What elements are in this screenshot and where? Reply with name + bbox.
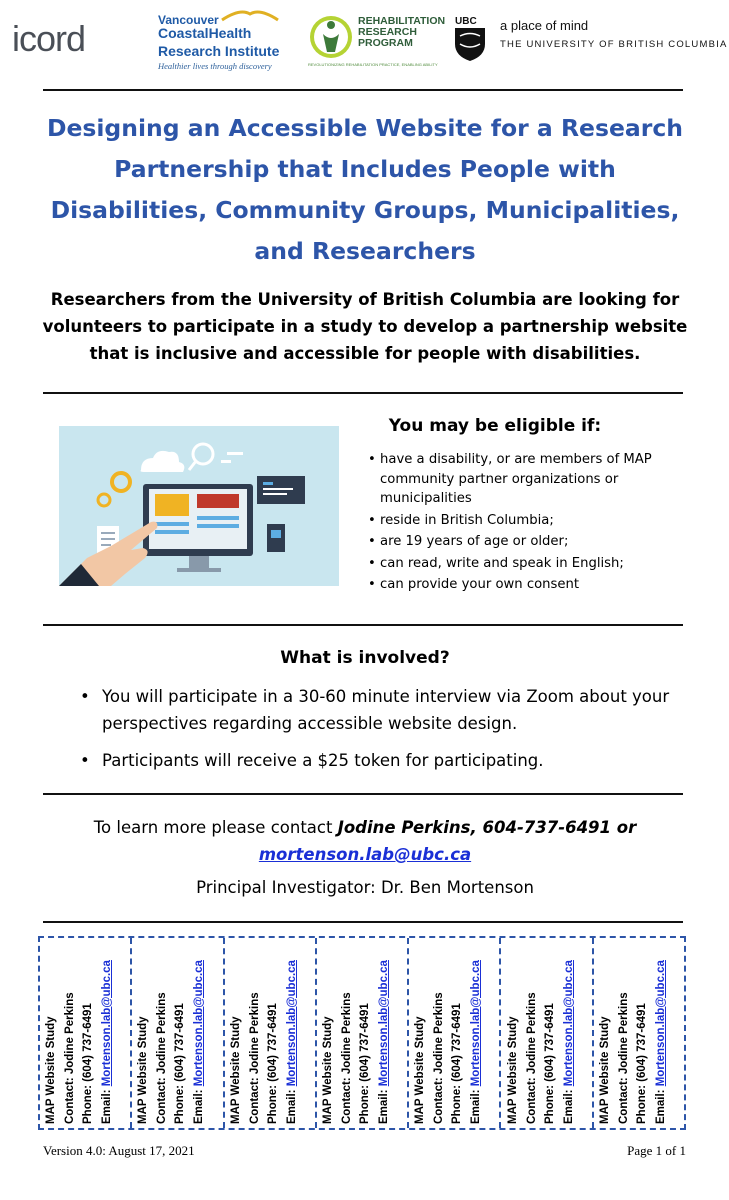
rrp-line2: RESEARCH	[358, 26, 417, 38]
tab-email: Email: Mortenson.lab@ubc.ca	[377, 960, 390, 1124]
tab-study-name: MAP Website Study	[229, 1016, 242, 1124]
tear-off-tab[interactable]	[225, 938, 317, 1128]
tab-email-link[interactable]: Mortenson.lab@ubc.ca	[285, 960, 298, 1087]
rrp-line3: PROGRAM	[358, 37, 413, 49]
involved-heading: What is involved?	[280, 648, 450, 668]
tab-contact: Contact: Jodine Perkins	[63, 992, 76, 1124]
divider	[43, 921, 683, 923]
tab-contact: Contact: Jodine Perkins	[155, 992, 168, 1124]
tab-phone: Phone: (604) 737-6491	[543, 1003, 556, 1124]
eligibility-heading: You may be eligible if:	[388, 416, 602, 436]
tab-email: Email: Mortenson.lab@ubc.ca	[469, 960, 482, 1124]
intro-text: Researchers from the University of British Columbia are looking for volunteers to participate in a study to develop a partnership website that is inclusive and accessible for people with disabilities.	[42, 290, 688, 363]
tab-email-link[interactable]: Mortenson.lab@ubc.ca	[377, 960, 390, 1087]
tear-off-tab[interactable]	[40, 938, 132, 1128]
rrp-name	[358, 16, 445, 49]
tab-email: Email: Mortenson.lab@ubc.ca	[100, 960, 113, 1124]
version-label: Version 4.0: August 17, 2021	[43, 1143, 195, 1158]
ubc-name: THE UNIVERSITY OF BRITISH COLUMBIA	[500, 39, 728, 50]
tab-contact: Contact: Jodine Perkins	[432, 992, 445, 1124]
rrp-line1: REHABILITATION	[358, 15, 446, 27]
ubc-wordmark: UBC	[455, 16, 477, 27]
page-title: Designing an Accessible Website for a Research Partnership that Includes People with Disabilities, Community Groups, Municipalities, and Researchers	[46, 114, 684, 265]
tab-contact: Contact: Jodine Perkins	[340, 992, 353, 1124]
tab-study-name: MAP Website Study	[137, 1016, 150, 1124]
tear-off-tabs	[38, 936, 686, 1130]
tear-off-tab[interactable]	[132, 938, 224, 1128]
tab-email-link[interactable]: Mortenson.lab@ubc.ca	[654, 960, 667, 1087]
ubc-crest-icon	[452, 14, 488, 62]
tab-email-link[interactable]: Mortenson.lab@ubc.ca	[562, 960, 575, 1087]
rehabilitation-research-program-logo	[308, 10, 448, 68]
tab-study-name: MAP Website Study	[45, 1016, 58, 1124]
vch-line2: CoastalHealth	[158, 25, 252, 41]
tab-study-name: MAP Website Study	[506, 1016, 519, 1124]
divider	[43, 793, 683, 795]
divider	[43, 624, 683, 626]
tab-contact: Contact: Jodine Perkins	[525, 992, 538, 1124]
involved-list	[80, 683, 680, 784]
tab-phone: Phone: (604) 737-6491	[82, 1003, 95, 1124]
page-number: Page 1 of 1	[627, 1143, 686, 1158]
list-item: • Participants will receive a $25 token for participating.	[80, 747, 680, 774]
list-item: • are 19 years of age or older;	[368, 532, 688, 552]
ubc-tagline: a place of mind	[500, 18, 589, 33]
mountain-icon	[220, 8, 280, 22]
divider	[43, 392, 683, 394]
tab-email-link[interactable]: Mortenson.lab@ubc.ca	[469, 960, 482, 1087]
tab-phone: Phone: (604) 737-6491	[358, 1003, 371, 1124]
tab-phone: Phone: (604) 737-6491	[635, 1003, 648, 1124]
contact-email-link[interactable]: mortenson.lab@ubc.ca	[258, 845, 472, 864]
tab-email-link[interactable]: Mortenson.lab@ubc.ca	[100, 960, 113, 1087]
tab-study-name: MAP Website Study	[414, 1016, 427, 1124]
list-item: • have a disability, or are members of MAP community partner organizations or municipalities	[368, 450, 688, 509]
list-item: • can read, write and speak in English;	[368, 554, 688, 574]
tear-off-tab[interactable]	[409, 938, 501, 1128]
rrp-emblem-icon	[308, 12, 354, 62]
list-item: • You will participate in a 30-60 minute interview via Zoom about your perspectives regarding accessible website design.	[80, 683, 680, 737]
contact-name-phone: Jodine Perkins, 604-737-6491 or	[337, 818, 637, 837]
tear-off-tab[interactable]	[594, 938, 684, 1128]
website-illustration	[59, 426, 339, 586]
tab-email: Email: Mortenson.lab@ubc.ca	[285, 960, 298, 1124]
ubc-wordmark-text	[500, 18, 727, 50]
tab-email: Email: Mortenson.lab@ubc.ca	[654, 960, 667, 1124]
vch-line1: Vancouver	[158, 13, 219, 27]
vch-line3: Research Institute	[158, 43, 280, 59]
list-item: • can provide your own consent	[368, 575, 688, 595]
tab-email: Email: Mortenson.lab@ubc.ca	[192, 960, 205, 1124]
tab-phone: Phone: (604) 737-6491	[451, 1003, 464, 1124]
computer-illustration-icon	[59, 426, 339, 586]
rrp-tagline: REVOLUTIONIZING REHABILITATION PRACTICE, ENABLING ABILITY	[308, 62, 438, 67]
icord-logo: icord	[12, 18, 86, 59]
tear-off-tab[interactable]	[317, 938, 409, 1128]
principal-investigator: Principal Investigator: Dr. Ben Mortenson	[196, 878, 534, 897]
tab-contact: Contact: Jodine Perkins	[248, 992, 261, 1124]
tab-email: Email: Mortenson.lab@ubc.ca	[562, 960, 575, 1124]
tab-phone: Phone: (604) 737-6491	[174, 1003, 187, 1124]
tab-email-link[interactable]: Mortenson.lab@ubc.ca	[192, 960, 205, 1087]
vch-research-institute-logo	[158, 14, 298, 71]
tab-study-name: MAP Website Study	[598, 1016, 611, 1124]
contact-info	[40, 814, 690, 868]
logo-bar	[0, 0, 729, 80]
tab-study-name: MAP Website Study	[321, 1016, 334, 1124]
list-item: • reside in British Columbia;	[368, 511, 688, 531]
tear-off-tab[interactable]	[501, 938, 593, 1128]
vch-tagline: Healthier lives through discovery	[158, 61, 272, 71]
eligibility-list	[368, 450, 688, 597]
tab-phone: Phone: (604) 737-6491	[266, 1003, 279, 1124]
contact-lead: To learn more please contact	[93, 818, 338, 837]
divider	[43, 89, 683, 91]
tab-contact: Contact: Jodine Perkins	[617, 992, 630, 1124]
